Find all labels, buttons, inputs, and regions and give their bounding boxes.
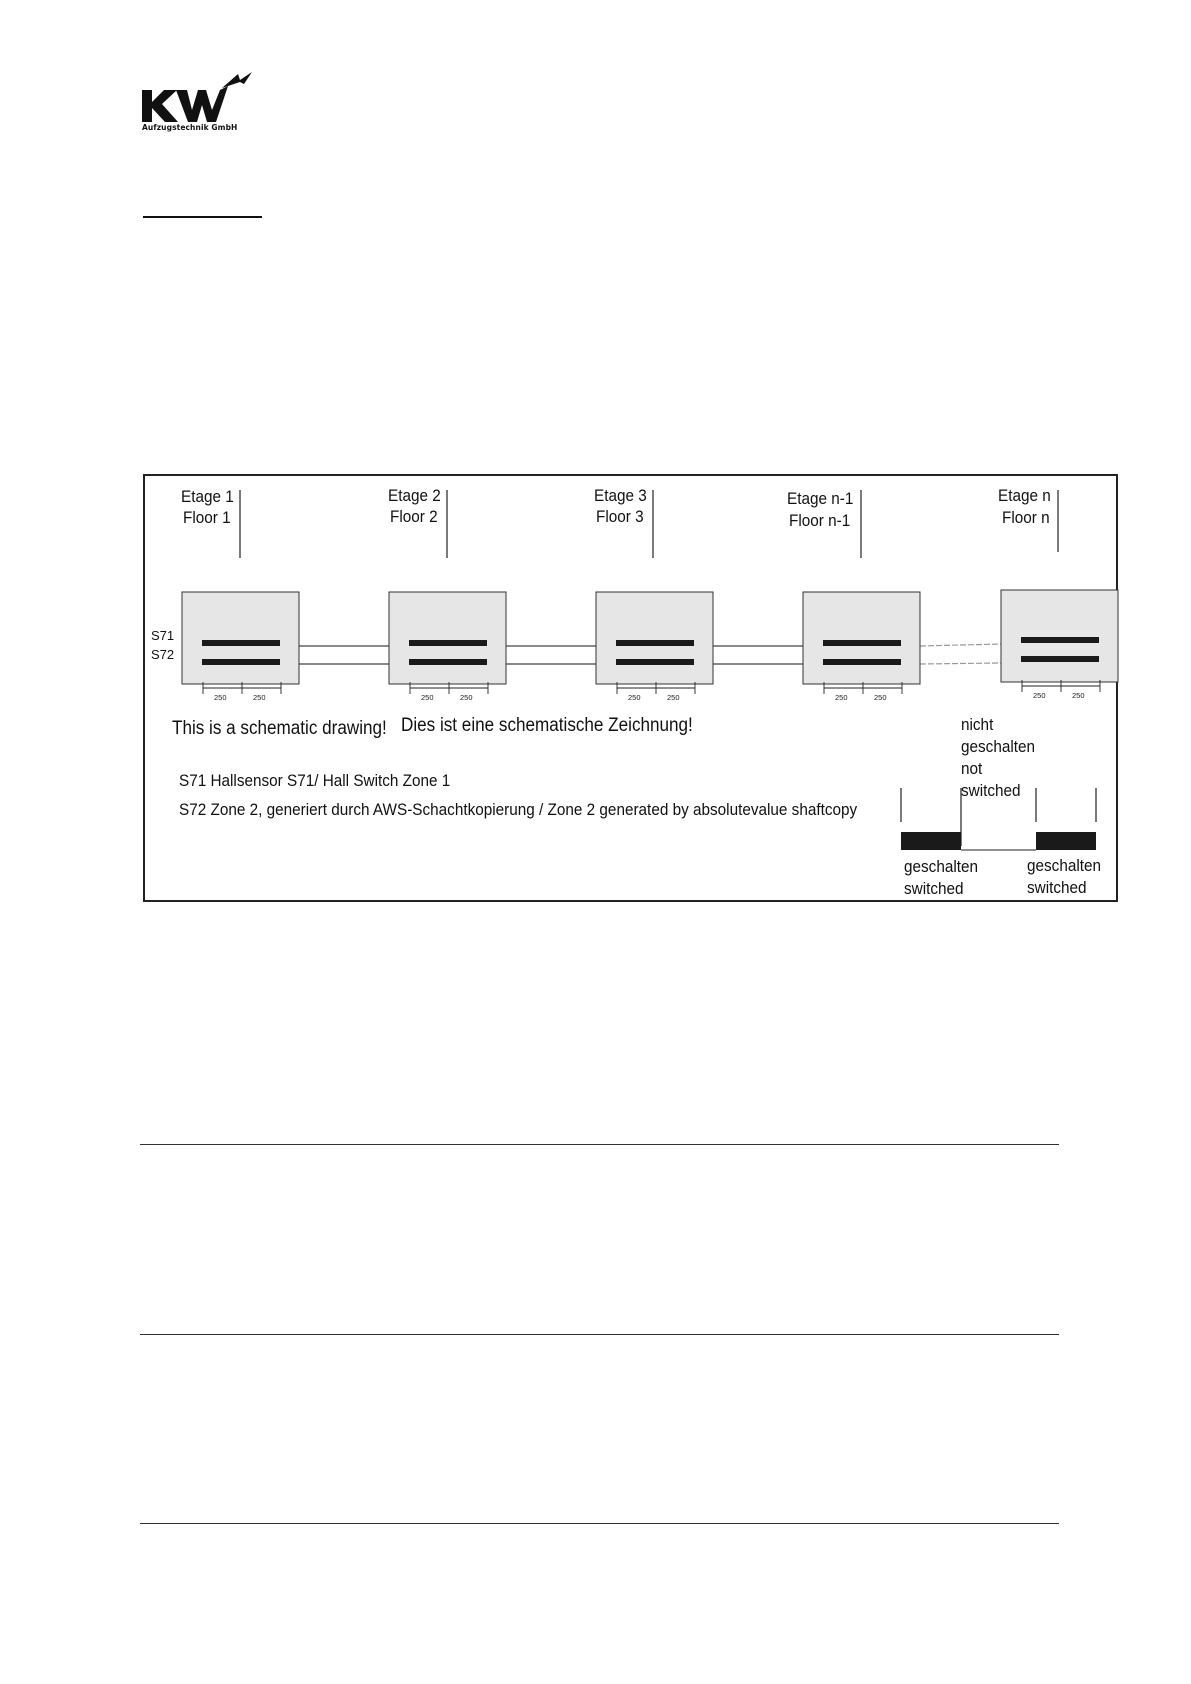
company-logo [140, 72, 260, 134]
dim-label: 250 [214, 693, 227, 702]
floor-1-label-en: Floor 1 [183, 508, 231, 527]
dimension-labels [145, 476, 1120, 904]
legend-s71: S71 Hallsensor S71/ Hall Switch Zone 1 [179, 771, 451, 790]
dim-label: 250 [253, 693, 266, 702]
dim-label: 250 [628, 693, 641, 702]
horizontal-rule [140, 1144, 1059, 1145]
horizontal-rule [140, 1523, 1059, 1524]
dim-label: 250 [667, 693, 680, 702]
floor-3-label-en: Floor 3 [596, 507, 644, 526]
kw-logo-icon [140, 72, 260, 122]
not-switched-line-3: not [961, 759, 983, 778]
horizontal-rule [140, 1334, 1059, 1335]
floor-2-label-de: Etage 2 [388, 486, 441, 505]
floor-1-label-de: Etage 1 [181, 487, 234, 506]
floor-n-label-en: Floor n [1002, 508, 1050, 527]
floor-n-1-label-de: Etage n-1 [787, 489, 854, 508]
floor-2-label-en: Floor 2 [390, 507, 438, 526]
switched-left-line-2: switched [904, 879, 964, 898]
not-switched-line-2: geschalten [961, 737, 1036, 756]
dim-label: 250 [1033, 691, 1046, 700]
logo-subtitle: Aufzugstechnik GmbH [142, 123, 238, 132]
not-switched-line-4: switched [961, 781, 1021, 800]
switched-left-line-1: geschalten [904, 857, 979, 876]
dim-label: 250 [421, 693, 434, 702]
dim-label: 250 [1072, 691, 1085, 700]
schematic-note-en: This is a schematic drawing! [172, 718, 387, 739]
schematic-note-de: Dies ist eine schematische Zeichnung! [401, 715, 693, 736]
dim-label: 250 [835, 693, 848, 702]
switched-right-line-1: geschalten [1027, 856, 1102, 875]
floor-n-1-label-en: Floor n-1 [789, 511, 851, 530]
schematic-diagram [143, 474, 1118, 902]
floor-n-label-de: Etage n [998, 486, 1051, 505]
sensor-s72-label: S72 [151, 647, 175, 662]
title-underline [143, 216, 262, 218]
dim-label: 250 [460, 693, 473, 702]
sensor-s71-label: S71 [151, 628, 175, 643]
legend-s72: S72 Zone 2, generiert durch AWS-Schachtkopierung / Zone 2 generated by absolutevalue shaftcopy [179, 800, 858, 819]
switched-right-line-2: switched [1027, 878, 1087, 897]
not-switched-line-1: nicht [961, 715, 994, 734]
dim-label: 250 [874, 693, 887, 702]
floor-3-label-de: Etage 3 [594, 486, 647, 505]
